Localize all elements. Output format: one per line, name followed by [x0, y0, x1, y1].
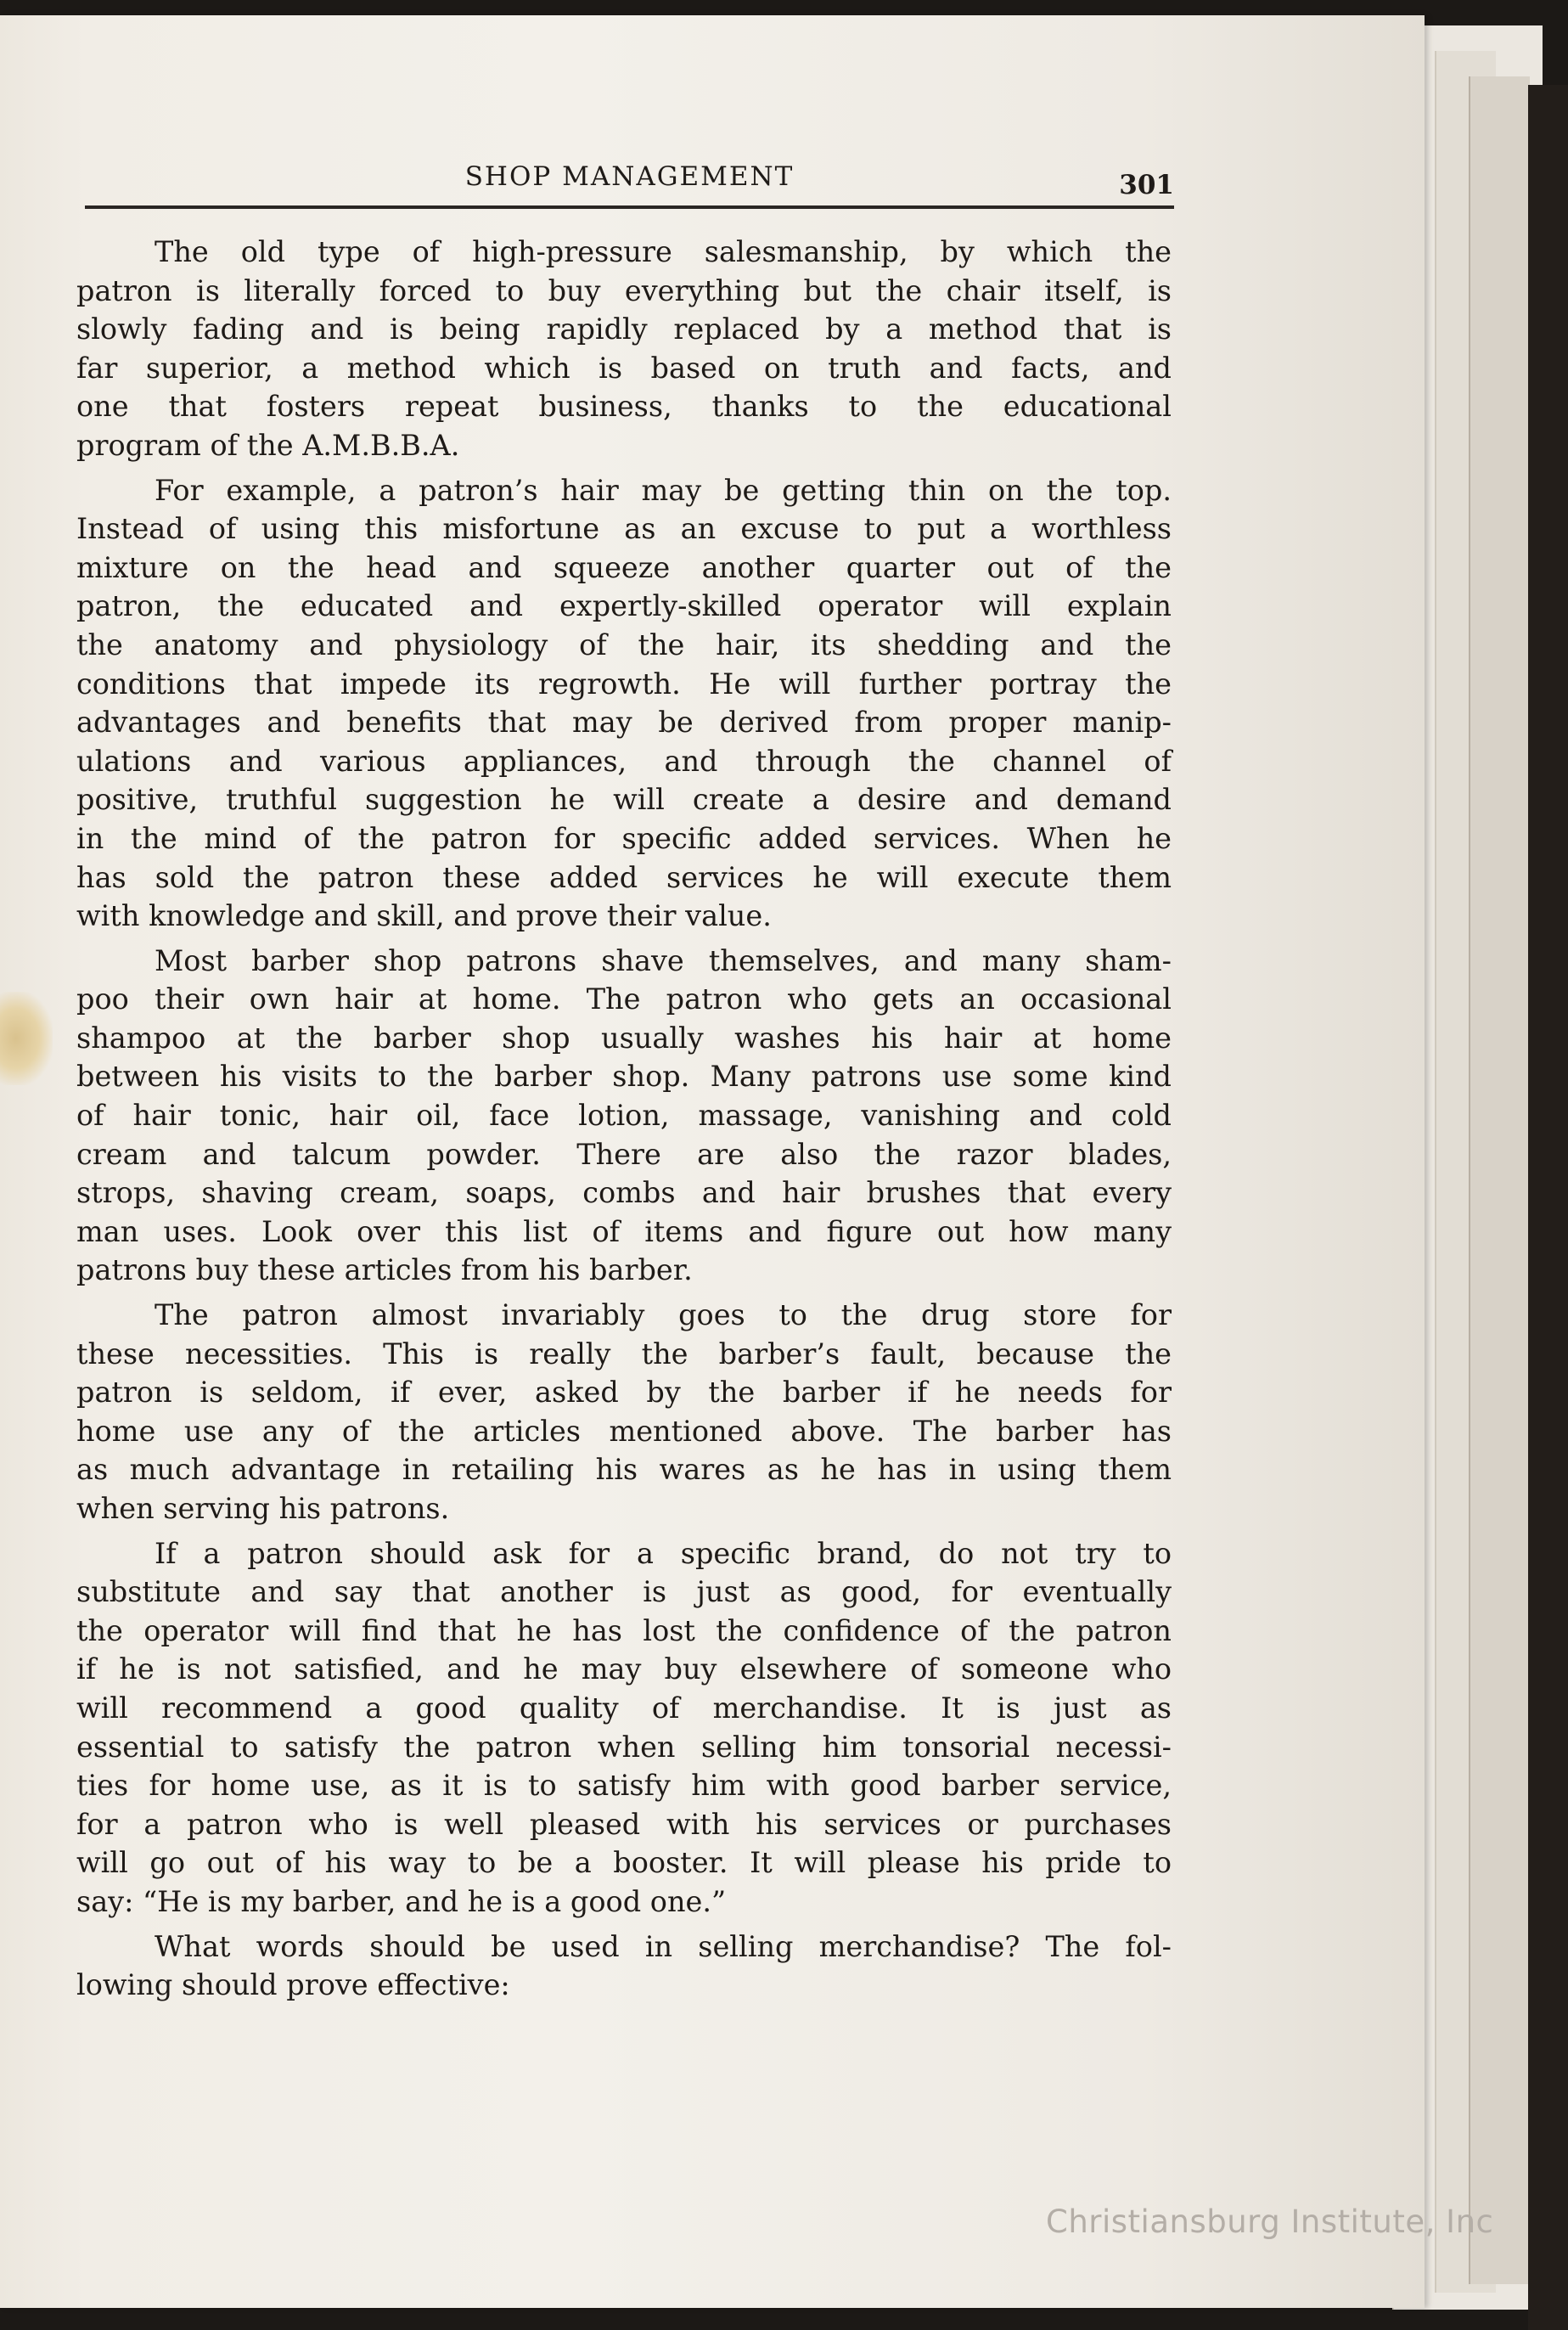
page-number: 301: [1119, 170, 1174, 200]
paragraph-2: [76, 471, 1172, 936]
text-line: What words should be used in selling merchandise? The fol-: [155, 1929, 1172, 1963]
text-line: patron, the educated and expertly-skilled operator will explain: [76, 589, 1172, 623]
text-line: slowly fading and is being rapidly replaced by a method that is: [76, 312, 1172, 346]
text-line: patron is literally forced to buy everything but the chair itself, is: [76, 273, 1172, 307]
text-line: mixture on the head and squeeze another quarter out of the: [76, 550, 1172, 584]
text-line: ties for home use, as it is to satisfy him with good barber service,: [76, 1769, 1172, 1803]
paragraph-4: [76, 1296, 1172, 1528]
text-line: patrons buy these articles from his barber.: [76, 1253, 693, 1287]
paragraph-1: [76, 233, 1172, 465]
text-line: positive, truthful suggestion he will create a desire and demand: [76, 783, 1172, 817]
text-line: home use any of the articles mentioned above. The barber has: [76, 1414, 1172, 1448]
paragraph-5: [76, 1534, 1172, 1922]
text-line: shampoo at the barber shop usually washes his hair at home: [76, 1021, 1172, 1055]
text-line: between his visits to the barber shop. Many patrons use some kind: [76, 1060, 1172, 1094]
paper-stain: [0, 992, 53, 1085]
text-line: say: “He is my barber, and he is a good one.”: [76, 1884, 727, 1918]
text-line: the operator will find that he has lost the confidence of the patron: [76, 1613, 1172, 1647]
text-line: has sold the patron these added services he will execute them: [76, 860, 1172, 894]
text-line: If a patron should ask for a specific brand, do not try to: [155, 1536, 1172, 1570]
text-line: of hair tonic, hair oil, face lotion, massage, vanishing and cold: [76, 1099, 1172, 1133]
text-line: Most barber shop patrons shave themselves, and many sham-: [155, 943, 1172, 977]
text-line: for a patron who is well pleased with his services or purchases: [76, 1807, 1172, 1841]
text-line: For example, a patron’s hair may be getting thin on the top.: [155, 473, 1172, 507]
text-line: as much advantage in retailing his wares as he has in using them: [76, 1453, 1172, 1487]
text-line: advantages and benefits that may be derived from proper manip-: [76, 706, 1172, 740]
page-edge-stack-back: [1469, 76, 1530, 2284]
text-line: patron is seldom, if ever, asked by the barber if he needs for: [76, 1376, 1172, 1410]
text-line: poo their own hair at home. The patron who gets an occasional: [76, 982, 1172, 1016]
text-line: far superior, a method which is based on truth and facts, and: [76, 351, 1172, 385]
text-line: in the mind of the patron for specific added services. When he: [76, 821, 1172, 855]
text-line: conditions that impede its regrowth. He will further portray the: [76, 667, 1172, 701]
text-line: strops, shaving cream, soaps, combs and hair brushes that every: [76, 1176, 1172, 1210]
running-head: SHOP MANAGEMENT: [464, 161, 795, 192]
text-line: man uses. Look over this list of items and figure out how many: [76, 1214, 1172, 1248]
text-line: Instead of using this misfortune as an excuse to put a worthless: [76, 512, 1172, 546]
text-line: the anatomy and physiology of the hair, its shedding and the: [76, 628, 1172, 661]
text-line: cream and talcum powder. There are also the razor blades,: [76, 1137, 1172, 1171]
body-text: [76, 233, 1172, 2011]
book-page: [0, 15, 1425, 2308]
text-line: essential to satisfy the patron when selling him tonsorial necessi-: [76, 1730, 1172, 1764]
text-line: when serving his patrons.: [76, 1492, 450, 1525]
text-line: The old type of high-pressure salesmanship, by which the: [155, 235, 1172, 268]
text-line: these necessities. This is really the barber’s fault, because the: [76, 1337, 1172, 1370]
text-line: ulations and various appliances, and through the channel of: [76, 744, 1172, 778]
text-line: program of the A.M.B.B.A.: [76, 428, 460, 462]
page-header: [85, 160, 1174, 209]
book-cover-edge: [1528, 85, 1568, 2330]
paragraph-3: [76, 942, 1172, 1290]
text-line: The patron almost invariably goes to the drug store for: [155, 1298, 1172, 1332]
paragraph-6: [76, 1928, 1172, 2005]
text-line: one that fosters repeat business, thanks to the educational: [76, 390, 1172, 424]
text-line: will go out of his way to be a booster. It will please his pride to: [76, 1846, 1172, 1880]
text-line: will recommend a good quality of merchandise. It is just as: [76, 1691, 1172, 1725]
watermark: Christiansburg Institute, Inc: [1046, 2203, 1494, 2240]
text-line: lowing should prove effective:: [76, 1968, 510, 2002]
text-line: with knowledge and skill, and prove their value.: [76, 899, 772, 933]
text-line: substitute and say that another is just as good, for eventually: [76, 1575, 1172, 1609]
text-line: if he is not satisfied, and he may buy elsewhere of someone who: [76, 1652, 1172, 1686]
